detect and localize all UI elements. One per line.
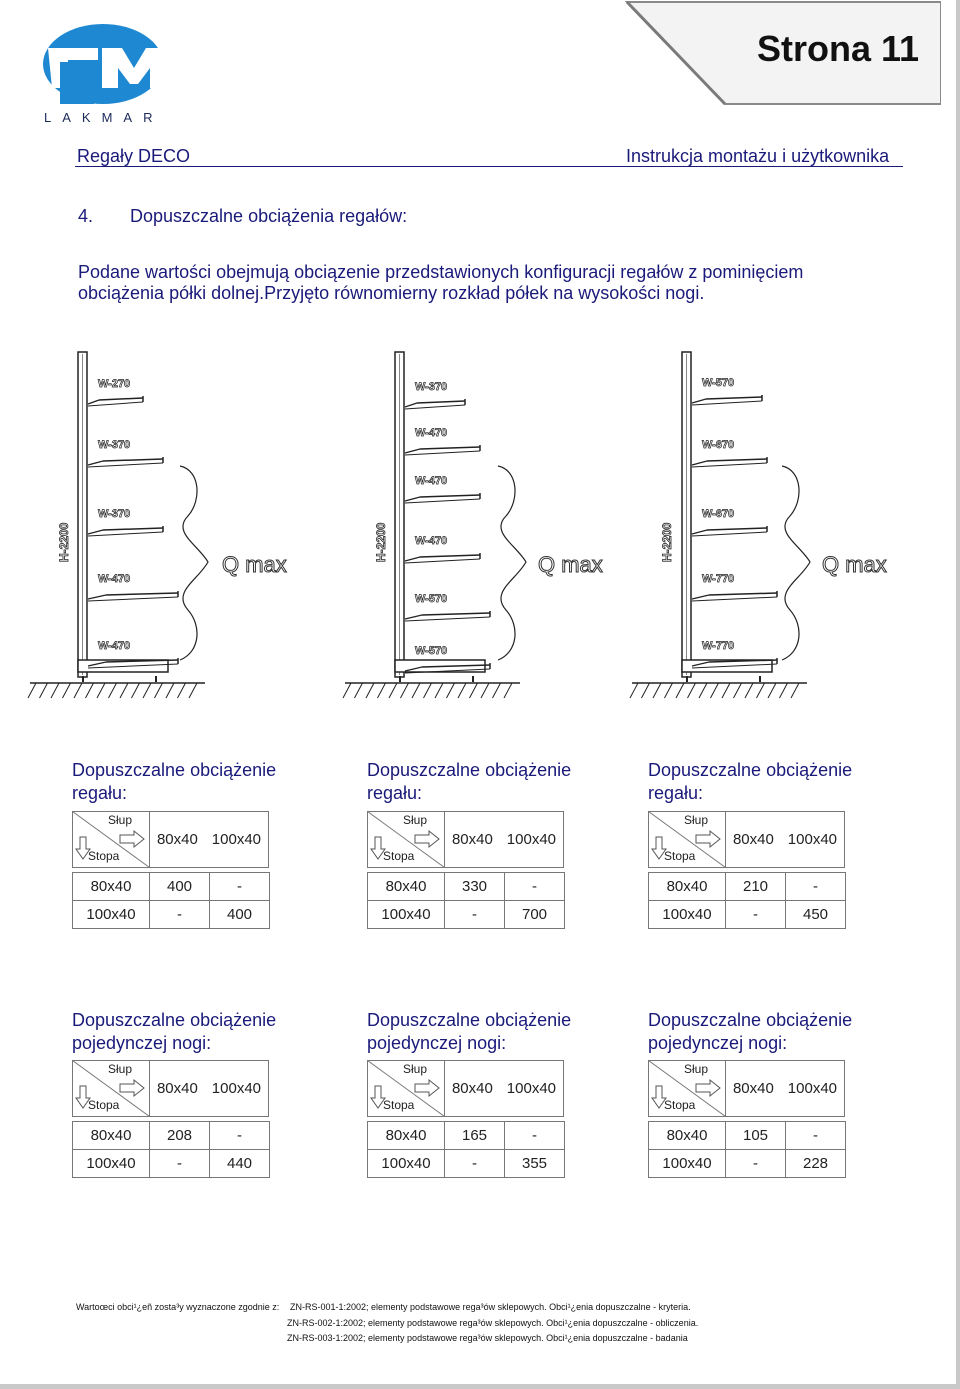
foot-label: Stopa	[383, 849, 415, 863]
leg-load-table-1	[72, 1060, 269, 1178]
column-header-cell	[725, 811, 845, 868]
row-header: 100x40	[367, 1149, 445, 1178]
shelf-label: W-370	[98, 508, 131, 520]
rack-table-title-line2: regału:	[648, 783, 704, 803]
shelf-label: W-470	[98, 573, 131, 585]
leg-table-title-line2: pojedynczej nogi:	[648, 1033, 788, 1053]
page-border-bottom	[0, 1384, 960, 1389]
section-number: 4.	[78, 206, 94, 226]
foot-label: Stopa	[88, 1098, 120, 1112]
shelf-label: W-270	[98, 378, 131, 390]
column-header-cell	[444, 811, 564, 868]
shelf	[88, 508, 163, 536]
shelf	[405, 381, 465, 409]
value-cell: -	[149, 900, 210, 929]
value-cell: 450	[785, 900, 846, 929]
shelf-label: W-770	[702, 573, 735, 585]
rack-load-table-1	[72, 811, 269, 929]
value-cell: -	[149, 1149, 210, 1178]
shelf	[88, 439, 163, 467]
document-title: Instrukcja montażu i użytkownika	[626, 146, 890, 166]
row-header: 100x40	[72, 1149, 150, 1178]
shelf-label: W-470	[415, 475, 448, 487]
value-cell: -	[725, 900, 786, 929]
load-brace-icon	[180, 466, 208, 660]
shelf	[88, 573, 178, 601]
section-heading	[78, 206, 407, 227]
shelf-label: W-570	[702, 377, 735, 389]
shelf	[405, 427, 480, 455]
shelf	[692, 573, 777, 601]
column-header: 100x40	[787, 1080, 838, 1097]
shelf	[692, 508, 767, 536]
intro-line-2: obciążenia półki dolnej.Przyjęto równomierny rozkład półek na wysokości nogi.	[78, 283, 705, 303]
shelf-label: W-670	[702, 508, 735, 520]
value-cell: 330	[444, 872, 505, 901]
post-label: Słup	[684, 1062, 709, 1076]
column-header: 80x40	[156, 831, 198, 848]
column-header: 80x40	[451, 831, 493, 848]
value-cell: 400	[209, 900, 270, 929]
shelf	[88, 378, 143, 406]
column-header-cell	[444, 1060, 564, 1117]
post-label: Słup	[403, 813, 428, 827]
column-header: 80x40	[732, 1080, 774, 1097]
leg-table-title-2	[367, 1009, 571, 1055]
value-cell: -	[785, 1121, 846, 1150]
value-cell: 105	[725, 1121, 786, 1150]
shelf	[405, 593, 490, 621]
product-title: Regały DECO	[77, 146, 191, 166]
rack-load-table-2	[367, 811, 564, 929]
leg-table-title-line2: pojedynczej nogi:	[72, 1033, 212, 1053]
value-cell: 228	[785, 1149, 846, 1178]
rack-load-table-3	[648, 811, 845, 929]
rack-height-label: H-2200	[660, 522, 674, 562]
header-rule	[75, 166, 903, 167]
foot-label: Stopa	[664, 849, 696, 863]
load-brace-icon	[498, 466, 526, 660]
footnote-line-2: ZN-RS-002-1:2002; elementy podstawowe rega³ów sklepowych. Obci¹¿enia dopuszczalne - obliczenia.	[287, 1318, 699, 1328]
section-title: Dopuszczalne obciążenia regałów:	[130, 206, 408, 226]
intro-line-1: Podane wartości obejmują obciązenie przedstawionych konfiguracji regałów z pominięciem	[78, 262, 804, 282]
intro-paragraph	[78, 262, 878, 304]
footnote-line-1: ZN-RS-001-1:2002; elementy podstawowe rega³ów sklepowych. Obci¹¿enia dopuszczalne - kryteria.	[290, 1302, 691, 1312]
shelf-label: W-570	[415, 593, 448, 605]
rack-height-label: H-2200	[374, 522, 388, 562]
leg-table-title-line1: Dopuszczalne obciążenie	[72, 1010, 277, 1030]
row-header: 80x40	[72, 1121, 150, 1150]
column-header-cell	[149, 1060, 269, 1117]
rack-table-title-2	[367, 759, 571, 805]
value-cell: -	[725, 1149, 786, 1178]
leg-table-title-line2: pojedynczej nogi:	[367, 1033, 507, 1053]
foot-label: Stopa	[664, 1098, 696, 1112]
value-cell: -	[444, 900, 505, 929]
post-label: Słup	[684, 813, 709, 827]
post-label: Słup	[108, 813, 133, 827]
row-header: 100x40	[648, 900, 726, 929]
rack-drawing	[343, 352, 603, 698]
value-cell: -	[209, 1121, 270, 1150]
shelf	[405, 475, 480, 503]
rack-drawings	[0, 340, 960, 710]
value-cell: -	[785, 872, 846, 901]
leg-load-table-2	[367, 1060, 564, 1178]
column-header: 80x40	[732, 831, 774, 848]
shelf	[692, 377, 762, 405]
rack-height-label: H-2200	[57, 522, 71, 562]
shelf-label: W-470	[415, 535, 448, 547]
shelf-label: W-370	[98, 439, 131, 451]
rack-table-title-3	[648, 759, 852, 805]
foot-label: Stopa	[383, 1098, 415, 1112]
leg-table-title-line1: Dopuszczalne obciążenie	[648, 1010, 853, 1030]
foot-label: Stopa	[88, 849, 120, 863]
value-cell: -	[209, 872, 270, 901]
value-cell: 355	[504, 1149, 565, 1178]
shelf	[405, 535, 480, 563]
shelf-label: W-770	[702, 640, 735, 652]
rack-table-title-line1: Dopuszczalne obciążenie	[72, 760, 277, 780]
rack-table-title-line1: Dopuszczalne obciążenie	[367, 760, 572, 780]
shelf-label: W-670	[702, 439, 735, 451]
value-cell: -	[504, 872, 565, 901]
load-label: Q max	[222, 552, 287, 577]
shelf-label: W-470	[98, 640, 131, 652]
value-cell: 165	[444, 1121, 505, 1150]
row-header: 80x40	[367, 1121, 445, 1150]
post-label: Słup	[108, 1062, 133, 1076]
value-cell: 440	[209, 1149, 270, 1178]
column-header-cell	[725, 1060, 845, 1117]
leg-table-title-3	[648, 1009, 852, 1055]
shelf	[692, 439, 767, 467]
row-header: 80x40	[648, 1121, 726, 1150]
rack-drawing	[630, 352, 887, 698]
column-header: 80x40	[156, 1080, 198, 1097]
logo-wordmark: LAKMAR	[44, 110, 164, 125]
row-header: 100x40	[648, 1149, 726, 1178]
column-header: 100x40	[211, 1080, 262, 1097]
column-header: 100x40	[211, 831, 262, 848]
row-header: 80x40	[72, 872, 150, 901]
rack-table-title-line1: Dopuszczalne obciążenie	[648, 760, 853, 780]
column-header: 80x40	[451, 1080, 493, 1097]
rack-table-title-1	[72, 759, 276, 805]
shelf-label: W-570	[415, 645, 448, 657]
value-cell: 400	[149, 872, 210, 901]
load-label: Q max	[538, 552, 603, 577]
post-label: Słup	[403, 1062, 428, 1076]
column-header: 100x40	[506, 1080, 557, 1097]
value-cell: -	[444, 1149, 505, 1178]
row-header: 100x40	[72, 900, 150, 929]
rack-drawing	[28, 352, 287, 698]
shelf-label: W-370	[415, 381, 448, 393]
row-header: 80x40	[367, 872, 445, 901]
page-number: Strona 11	[757, 28, 920, 69]
leg-table-title-1	[72, 1009, 276, 1055]
column-header-cell	[149, 811, 269, 868]
rack-table-title-line2: regału:	[367, 783, 423, 803]
value-cell: 210	[725, 872, 786, 901]
leg-load-table-3	[648, 1060, 845, 1178]
footnote-line-3: ZN-RS-003-1:2002; elementy podstawowe rega³ów sklepowych. Obci¹¿enia dopuszczalne - badania	[287, 1333, 688, 1343]
row-header: 80x40	[648, 872, 726, 901]
column-header: 100x40	[787, 831, 838, 848]
shelf-label: W-470	[415, 427, 448, 439]
column-header: 100x40	[506, 831, 557, 848]
load-brace-icon	[782, 466, 810, 660]
row-header: 100x40	[367, 900, 445, 929]
value-cell: 208	[149, 1121, 210, 1150]
leg-table-title-line1: Dopuszczalne obciążenie	[367, 1010, 572, 1030]
footnote-lead: Wartoœci obci¹¿eñ zosta³y wyznaczone zgodnie z:	[76, 1302, 280, 1312]
value-cell: -	[504, 1121, 565, 1150]
rack-table-title-line2: regału:	[72, 783, 128, 803]
value-cell: 700	[504, 900, 565, 929]
load-label: Q max	[822, 552, 887, 577]
